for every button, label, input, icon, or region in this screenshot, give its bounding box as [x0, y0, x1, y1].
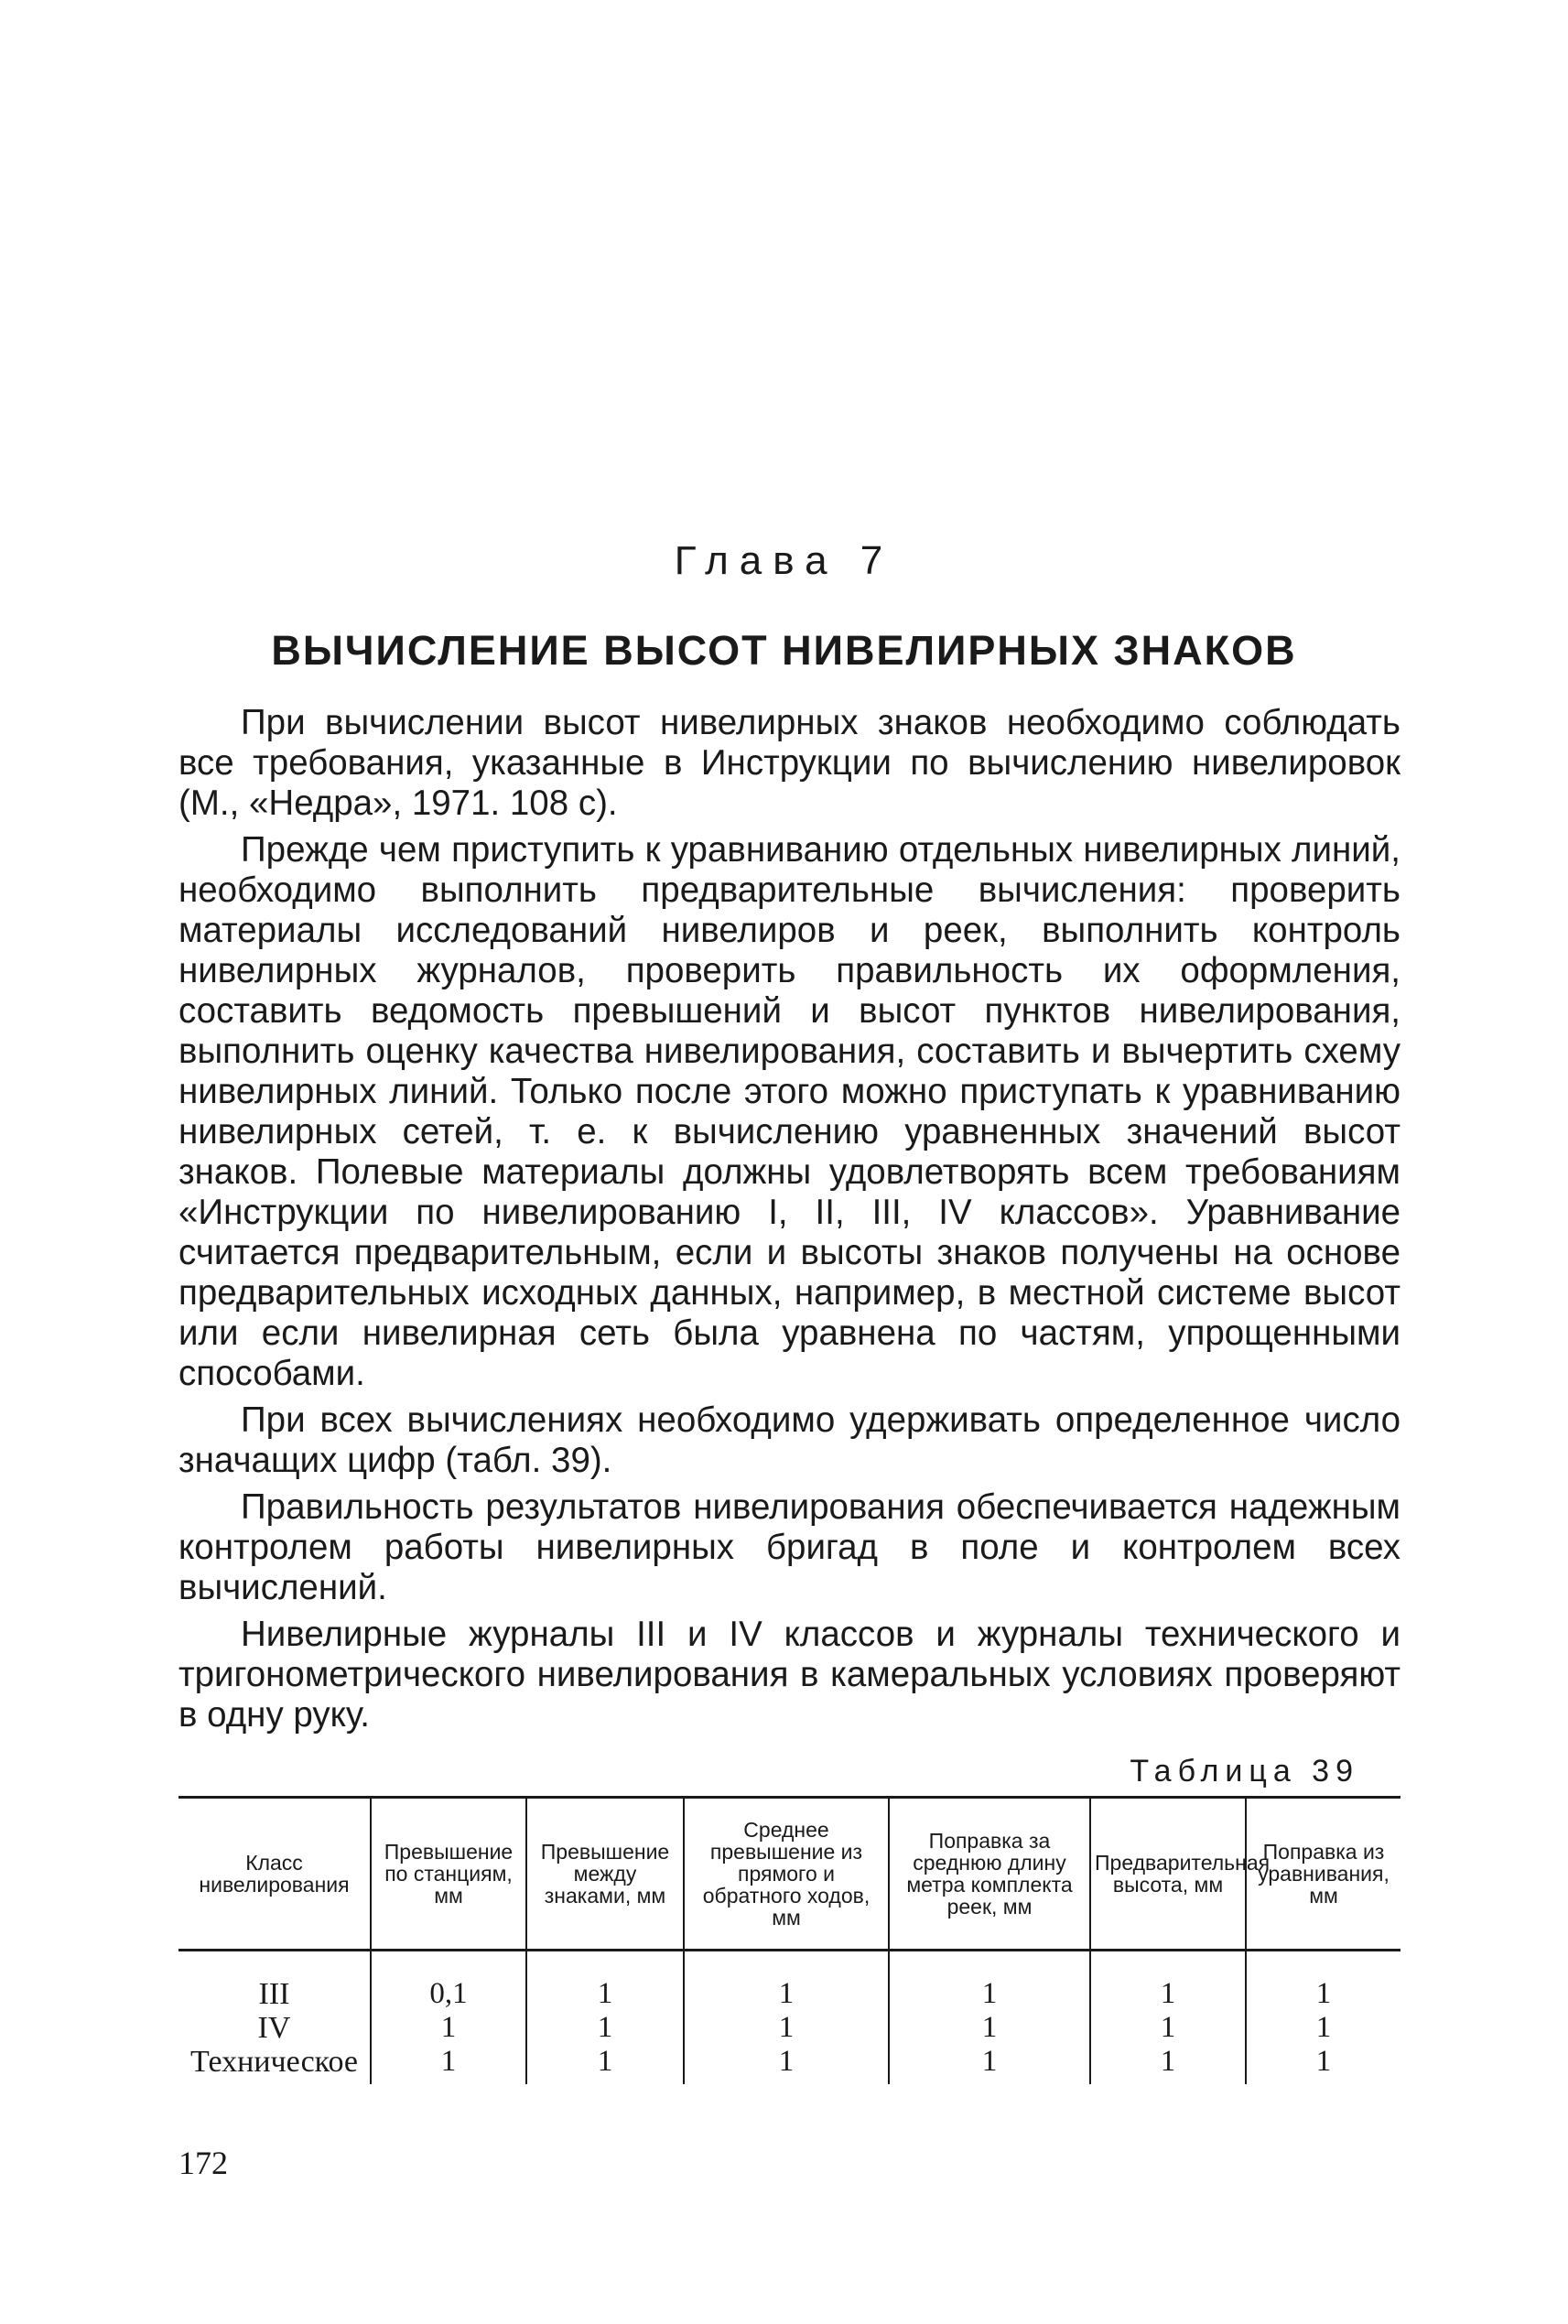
chapter-title: ВЫЧИСЛЕНИЕ ВЫСОТ НИВЕЛИРНЫХ ЗНАКОВ: [271, 627, 1297, 674]
column-header: Превышение между знаками, мм: [526, 1798, 684, 1951]
table-cell: 1: [684, 1951, 889, 2012]
paragraph: При вычислении высот нивелирных знаков необходимо соблюдать все требования, указанные в Инструкции по вычислению нивелировок (М., «Недра», 1971. 108 с).: [178, 703, 1400, 823]
column-header: Поправка за среднюю длину метра комплекта реек, мм: [889, 1798, 1090, 1951]
body-text: [178, 703, 1400, 1742]
table-row: [178, 2011, 1400, 2045]
column-header: Среднее превышение из прямого и обратного ходов, мм: [684, 1798, 889, 1951]
table-row: [178, 1951, 1400, 2012]
table-cell: 1: [1090, 2045, 1246, 2084]
table-cell: 1: [1246, 1951, 1400, 2012]
table-cell: 1: [526, 1951, 684, 2012]
table-cell: 0,1: [371, 1951, 526, 2012]
table-cell: III: [258, 1977, 290, 2011]
data-table: [178, 1796, 1400, 2084]
table-row: [178, 2045, 1400, 2084]
paragraph: Правильность результатов нивелирования обеспечивается надежным контролем работы нивелирных бригад в поле и контролем всех вычислений.: [178, 1487, 1400, 1607]
table-cell: 1: [684, 2011, 889, 2045]
table-cell: 1: [684, 2045, 889, 2084]
table-cell: 1: [1090, 1951, 1246, 2012]
table-cell: 1: [526, 2011, 684, 2045]
column-header: Класс нивелирования: [178, 1798, 371, 1951]
table-cell: IV: [257, 2011, 291, 2045]
table-header-row: [178, 1798, 1400, 1951]
table-cell: 1: [1090, 2011, 1246, 2045]
table-cell: 1: [371, 2045, 526, 2084]
table-cell: Техническое: [190, 2045, 358, 2079]
table-cell: 1: [371, 2011, 526, 2045]
table-caption: Таблица 39: [1130, 1754, 1359, 1789]
column-header: Превышение по станциям, мм: [371, 1798, 526, 1951]
page-number: 172: [178, 2145, 228, 2181]
table-cell: 1: [889, 1951, 1090, 2012]
paragraph: Нивелирные журналы III и IV классов и журналы технического и тригонометрического нивелирования в камеральных условиях проверяют в одну руку.: [178, 1615, 1400, 1735]
table-cell: 1: [889, 2045, 1090, 2084]
column-header: Поправка из уравнивания, мм: [1246, 1798, 1400, 1951]
column-header: Предварительная высота, мм: [1090, 1798, 1246, 1951]
table-cell: 1: [1246, 2011, 1400, 2045]
chapter-label: Глава 7: [674, 538, 894, 583]
table-cell: 1: [1246, 2045, 1400, 2084]
table-cell: 1: [889, 2011, 1090, 2045]
paragraph: При всех вычислениях необходимо удерживать определенное число значащих цифр (табл. 39).: [178, 1400, 1400, 1480]
paragraph: Прежде чем приступить к уравниванию отдельных нивелирных линий, необходимо выполнить предварительные вычисления: проверить материалы исследований нивелиров и реек, выполнить контроль нивелирных журналов, проверить правильность их оформления, составить ведомость превышений и высот пунктов нивелирования, выполнить оценку качества нивелирования, составить и вычертить схему нивелирных линий. Только после этого можно приступать к уравниванию нивелирных сетей, т. е. к вычислению уравненных значений высот знаков. Полевые материалы должны удовлетворять всем требованиям «Инструкции по нивелированию I, II, III, IV классов». Уравнивание считается предварительным, если и высоты знаков получены на основе предварительных исходных данных, например, в местной системе высот или если нивелирная сеть была уравнена по частям, упрощенными способами.: [178, 830, 1400, 1393]
table-cell: 1: [526, 2045, 684, 2084]
